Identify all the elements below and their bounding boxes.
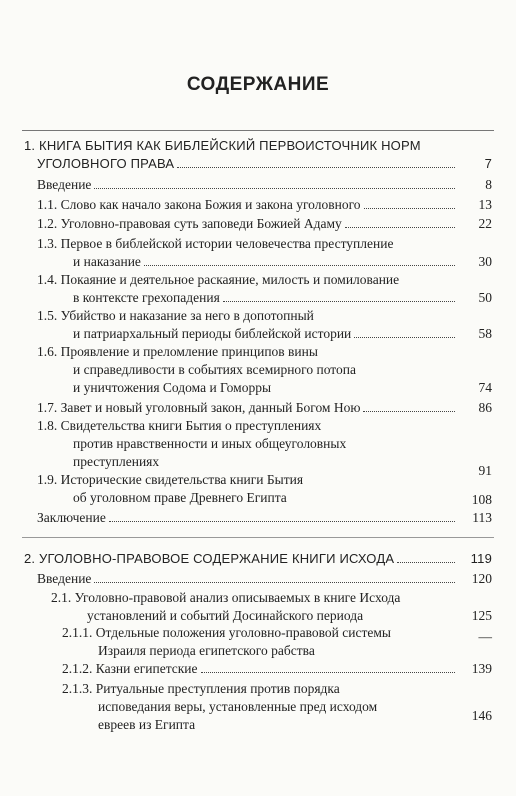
toc-page-number: 146 xyxy=(471,708,492,723)
toc-section-2-1-3[interactable] xyxy=(62,680,492,734)
toc-page-number: 113 xyxy=(472,510,492,525)
toc-section-2-1-1[interactable] xyxy=(62,624,492,660)
toc-section-1-8[interactable] xyxy=(37,417,492,478)
divider xyxy=(22,537,494,538)
toc-section-2-1-2[interactable] xyxy=(62,660,492,678)
toc-page-number: 139 xyxy=(471,661,492,676)
toc-section-1-6[interactable] xyxy=(37,343,492,397)
toc-line: и справедливости в событиях всемирного потопа xyxy=(73,362,356,377)
toc-section-1-7[interactable] xyxy=(37,399,492,417)
toc-line: преступлениях xyxy=(73,454,160,469)
toc-line: в контексте грехопадения xyxy=(73,290,220,305)
toc-line: Израиля периода египетского рабства xyxy=(98,643,315,658)
toc-page-number: — xyxy=(478,629,492,644)
toc-section-1-3[interactable] xyxy=(37,235,492,271)
toc-line: 1.4. Покаяние и деятельное раскаяние, милость и помилование xyxy=(37,272,400,287)
toc-line: евреев из Египта xyxy=(98,717,196,732)
toc-page-number: 120 xyxy=(471,571,492,586)
toc-line: 1.2. Уголовно-правовая суть заповеди Божией Адаму xyxy=(37,216,342,231)
divider xyxy=(22,130,494,131)
toc-line: 1.8. Свидетельства книги Бытия о преступлениях xyxy=(37,418,322,433)
toc-section-1-2[interactable] xyxy=(37,215,492,233)
toc-page-number: 58 xyxy=(478,326,492,341)
toc-line: 1.1. Слово как начало закона Божия и закона уголовного xyxy=(37,197,361,212)
toc-line: и уничтожения Содома и Гоморры xyxy=(73,380,272,395)
toc-line: Введение xyxy=(37,571,92,586)
page-title: СОДЕРЖАНИЕ xyxy=(186,74,330,95)
toc-conclusion-1[interactable] xyxy=(37,509,492,527)
toc-line: УГОЛОВНОГО ПРАВА xyxy=(37,156,175,171)
toc-section-2-1[interactable] xyxy=(51,589,492,625)
toc-line: 2.1. Уголовно-правовой анализ описываемых в книге Исхода xyxy=(51,590,401,605)
toc-page-number: 125 xyxy=(471,608,492,623)
toc-line: 2. УГОЛОВНО-ПРАВОВОЕ СОДЕРЖАНИЕ КНИГИ ИСХОДА xyxy=(24,551,395,566)
toc-page-number: 74 xyxy=(478,380,492,395)
toc-line: исповедания веры, установленные пред исходом xyxy=(98,699,378,714)
toc-page-number: 108 xyxy=(471,492,492,507)
toc-page-number: 86 xyxy=(478,400,492,415)
toc-line: 2.1.3. Ритуальные преступления против порядка xyxy=(62,681,340,696)
toc-section-1-1[interactable] xyxy=(37,196,492,214)
toc-line: 1.5. Убийство и наказание за него в допотопный xyxy=(37,308,314,323)
toc-page-number: 13 xyxy=(478,197,492,212)
toc-section-1-9[interactable] xyxy=(37,471,492,507)
toc-line: 1.3. Первое в библейской истории человечества преступление xyxy=(37,236,394,251)
toc-page-number: 30 xyxy=(478,254,492,269)
toc-line: 2.1.1. Отдельные положения уголовно-правовой системы xyxy=(62,625,391,640)
toc-section-1-4[interactable] xyxy=(37,271,492,307)
toc-intro-1[interactable] xyxy=(37,176,492,194)
toc-line: 2.1.2. Казни египетские xyxy=(62,661,198,676)
toc-line: Введение xyxy=(37,177,92,192)
toc-line: об уголовном праве Древнего Египта xyxy=(73,490,287,505)
toc-page-number: 8 xyxy=(485,177,492,192)
toc-line: 1. КНИГА БЫТИЯ КАК БИБЛЕЙСКИЙ ПЕРВОИСТОЧНИК НОРМ xyxy=(24,138,421,153)
toc-chapter-2[interactable] xyxy=(24,550,492,568)
toc-line: против нравственности и иных общеуголовных xyxy=(73,436,347,451)
toc-page-number: 7 xyxy=(484,156,492,171)
toc-section-1-5[interactable] xyxy=(37,307,492,343)
toc-line: и наказание xyxy=(73,254,141,269)
toc-page-number: 91 xyxy=(478,463,492,478)
toc-line: 1.6. Проявление и преломление принципов вины xyxy=(37,344,318,359)
toc-page-number: 119 xyxy=(470,551,492,566)
toc-line: и патриархальный периоды библейской истории xyxy=(73,326,352,341)
toc-page-number: 22 xyxy=(478,216,492,231)
toc-intro-2[interactable] xyxy=(37,570,492,588)
toc-page-number: 50 xyxy=(478,290,492,305)
toc-line: 1.7. Завет и новый уголовный закон, данный Богом Ною xyxy=(37,400,361,415)
toc-line: Заключение xyxy=(37,510,106,525)
toc-chapter-1[interactable] xyxy=(24,137,492,173)
toc-line: установлений и событий Досинайского периода xyxy=(87,608,364,623)
toc-line: 1.9. Исторические свидетельства книги Бытия xyxy=(37,472,304,487)
